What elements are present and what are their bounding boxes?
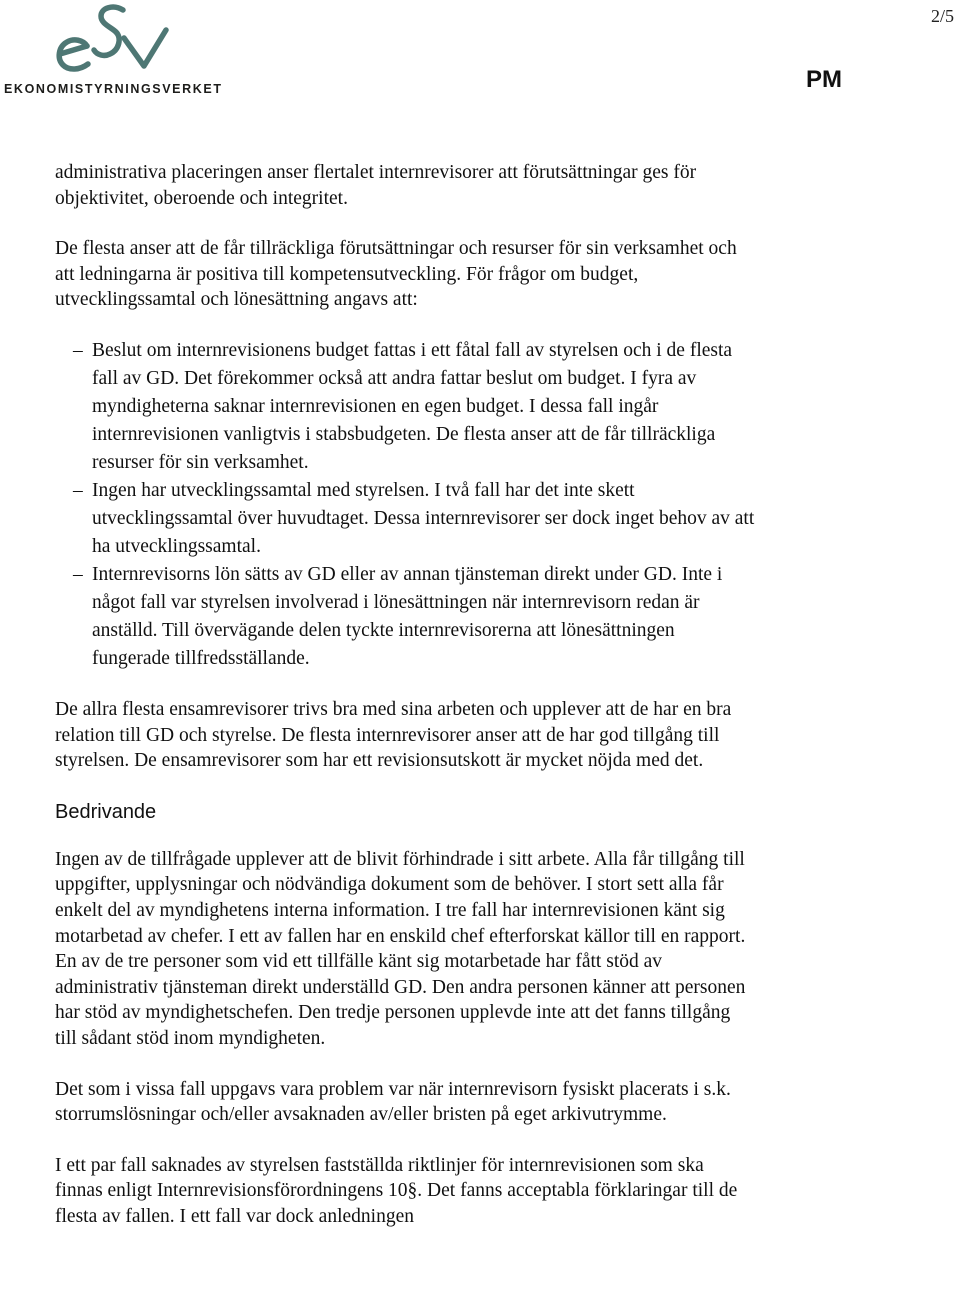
list-item-text: Beslut om internrevisionens budget fattas i ett fåtal fall av styrelsen och i de flesta fall av GD. Det förekommer också att andra fattar beslut om budget. I fyra av myndigheterna saknar internrevisionen en egen budget. I dessa fall ingår internrevisionen vanligtvis i stabsbudgeten. De flesta anser att de får tillräckliga resurser för sin verksamhet. xyxy=(92,339,733,473)
logo-wordmark: EKONOMISTYRNINGSVERKET xyxy=(4,82,223,96)
paragraph-4: Ingen av de tillfrågade upplever att de blivit förhindrade i sitt arbete. Alla får tillgång till uppgifter, upplysningar och nödvändiga dokument som de behöver. I stort sett alla får enkelt del av myndighetens interna information. I tre fall har internrevisionen känt sig motarbetad av chefer. I ett av fallen har en enskild chef efterforskat källor till en rapport. En av de tre personer som vid ett tillfälle känt sig motarbetade har fått stöd av administrativ tjänsteman direkt underställd GD. Den andra personen känner att personen har stöd av myndighetschefen. Den tredje personen upplevde inte att det fanns tillgång till sådant stöd inom myndigheten. xyxy=(55,848,746,1049)
dash-icon: – xyxy=(73,563,83,585)
list-item xyxy=(55,477,755,561)
document-body xyxy=(55,160,755,1229)
dash-icon: – xyxy=(73,479,83,501)
esv-logo xyxy=(0,2,223,98)
list-item-text: Internrevisorns lön sätts av GD eller av annan tjänsteman direkt under GD. Inte i något fall var styrelsen involverad i lönesättningen när internrevisorn redan är anställd. Till övervägande delen tyckte internrevisorerna att lönesättningen fungerade tillfredsställande. xyxy=(92,563,723,669)
dash-icon: – xyxy=(73,339,83,361)
paragraph-5: Det som i vissa fall uppgavs vara problem var när internrevisorn fysiskt placerats i s.k. storrumslösningar och/eller avsaknaden av/eller bristen på eget arkivutrymme. xyxy=(55,1078,731,1126)
list-item xyxy=(55,561,755,673)
bullet-list xyxy=(55,337,755,673)
section-heading: Bedrivande xyxy=(55,800,157,823)
esv-logo-mark-icon xyxy=(0,2,220,82)
paragraph-2: De flesta anser att de får tillräckliga förutsättningar och resurser för sin verksamhet och att ledningarna är positiva till kompetensutveckling. För frågor om budget, utvecklingssamtal och lönesättning angavs att: xyxy=(55,238,737,311)
paragraph-3: De allra flesta ensamrevisorer trivs bra med sina arbeten och upplever att de har en bra relation till GD och styrelse. De flesta internrevisorer anser att de har god tillgång till styrelsen. De ensamrevisorer som har ett revisionsutskott är mycket nöjda med det. xyxy=(55,698,732,772)
document-type: PM xyxy=(806,66,842,93)
list-item xyxy=(55,337,755,477)
paragraph-6: I ett par fall saknades av styrelsen fastställda riktlinjer för internrevisionen som ska finnas enligt Internrevisionsförordningens 10§. Det fanns acceptabla förklaringar till de flesta av fallen. I ett fall var dock anledningen xyxy=(55,1154,738,1227)
page-number: 2/5 xyxy=(930,6,954,26)
paragraph-1: administrativa placeringen anser flertalet internrevisorer att förutsättningar ges för objektivitet, oberoende och integritet. xyxy=(55,162,697,209)
list-item-text: Ingen har utvecklingssamtal med styrelsen. I två fall har det inte skett utvecklingssamtal över huvudtaget. Dessa internrevisorer ser dock inget behov av att ha utvecklingssamtal. xyxy=(92,479,755,557)
